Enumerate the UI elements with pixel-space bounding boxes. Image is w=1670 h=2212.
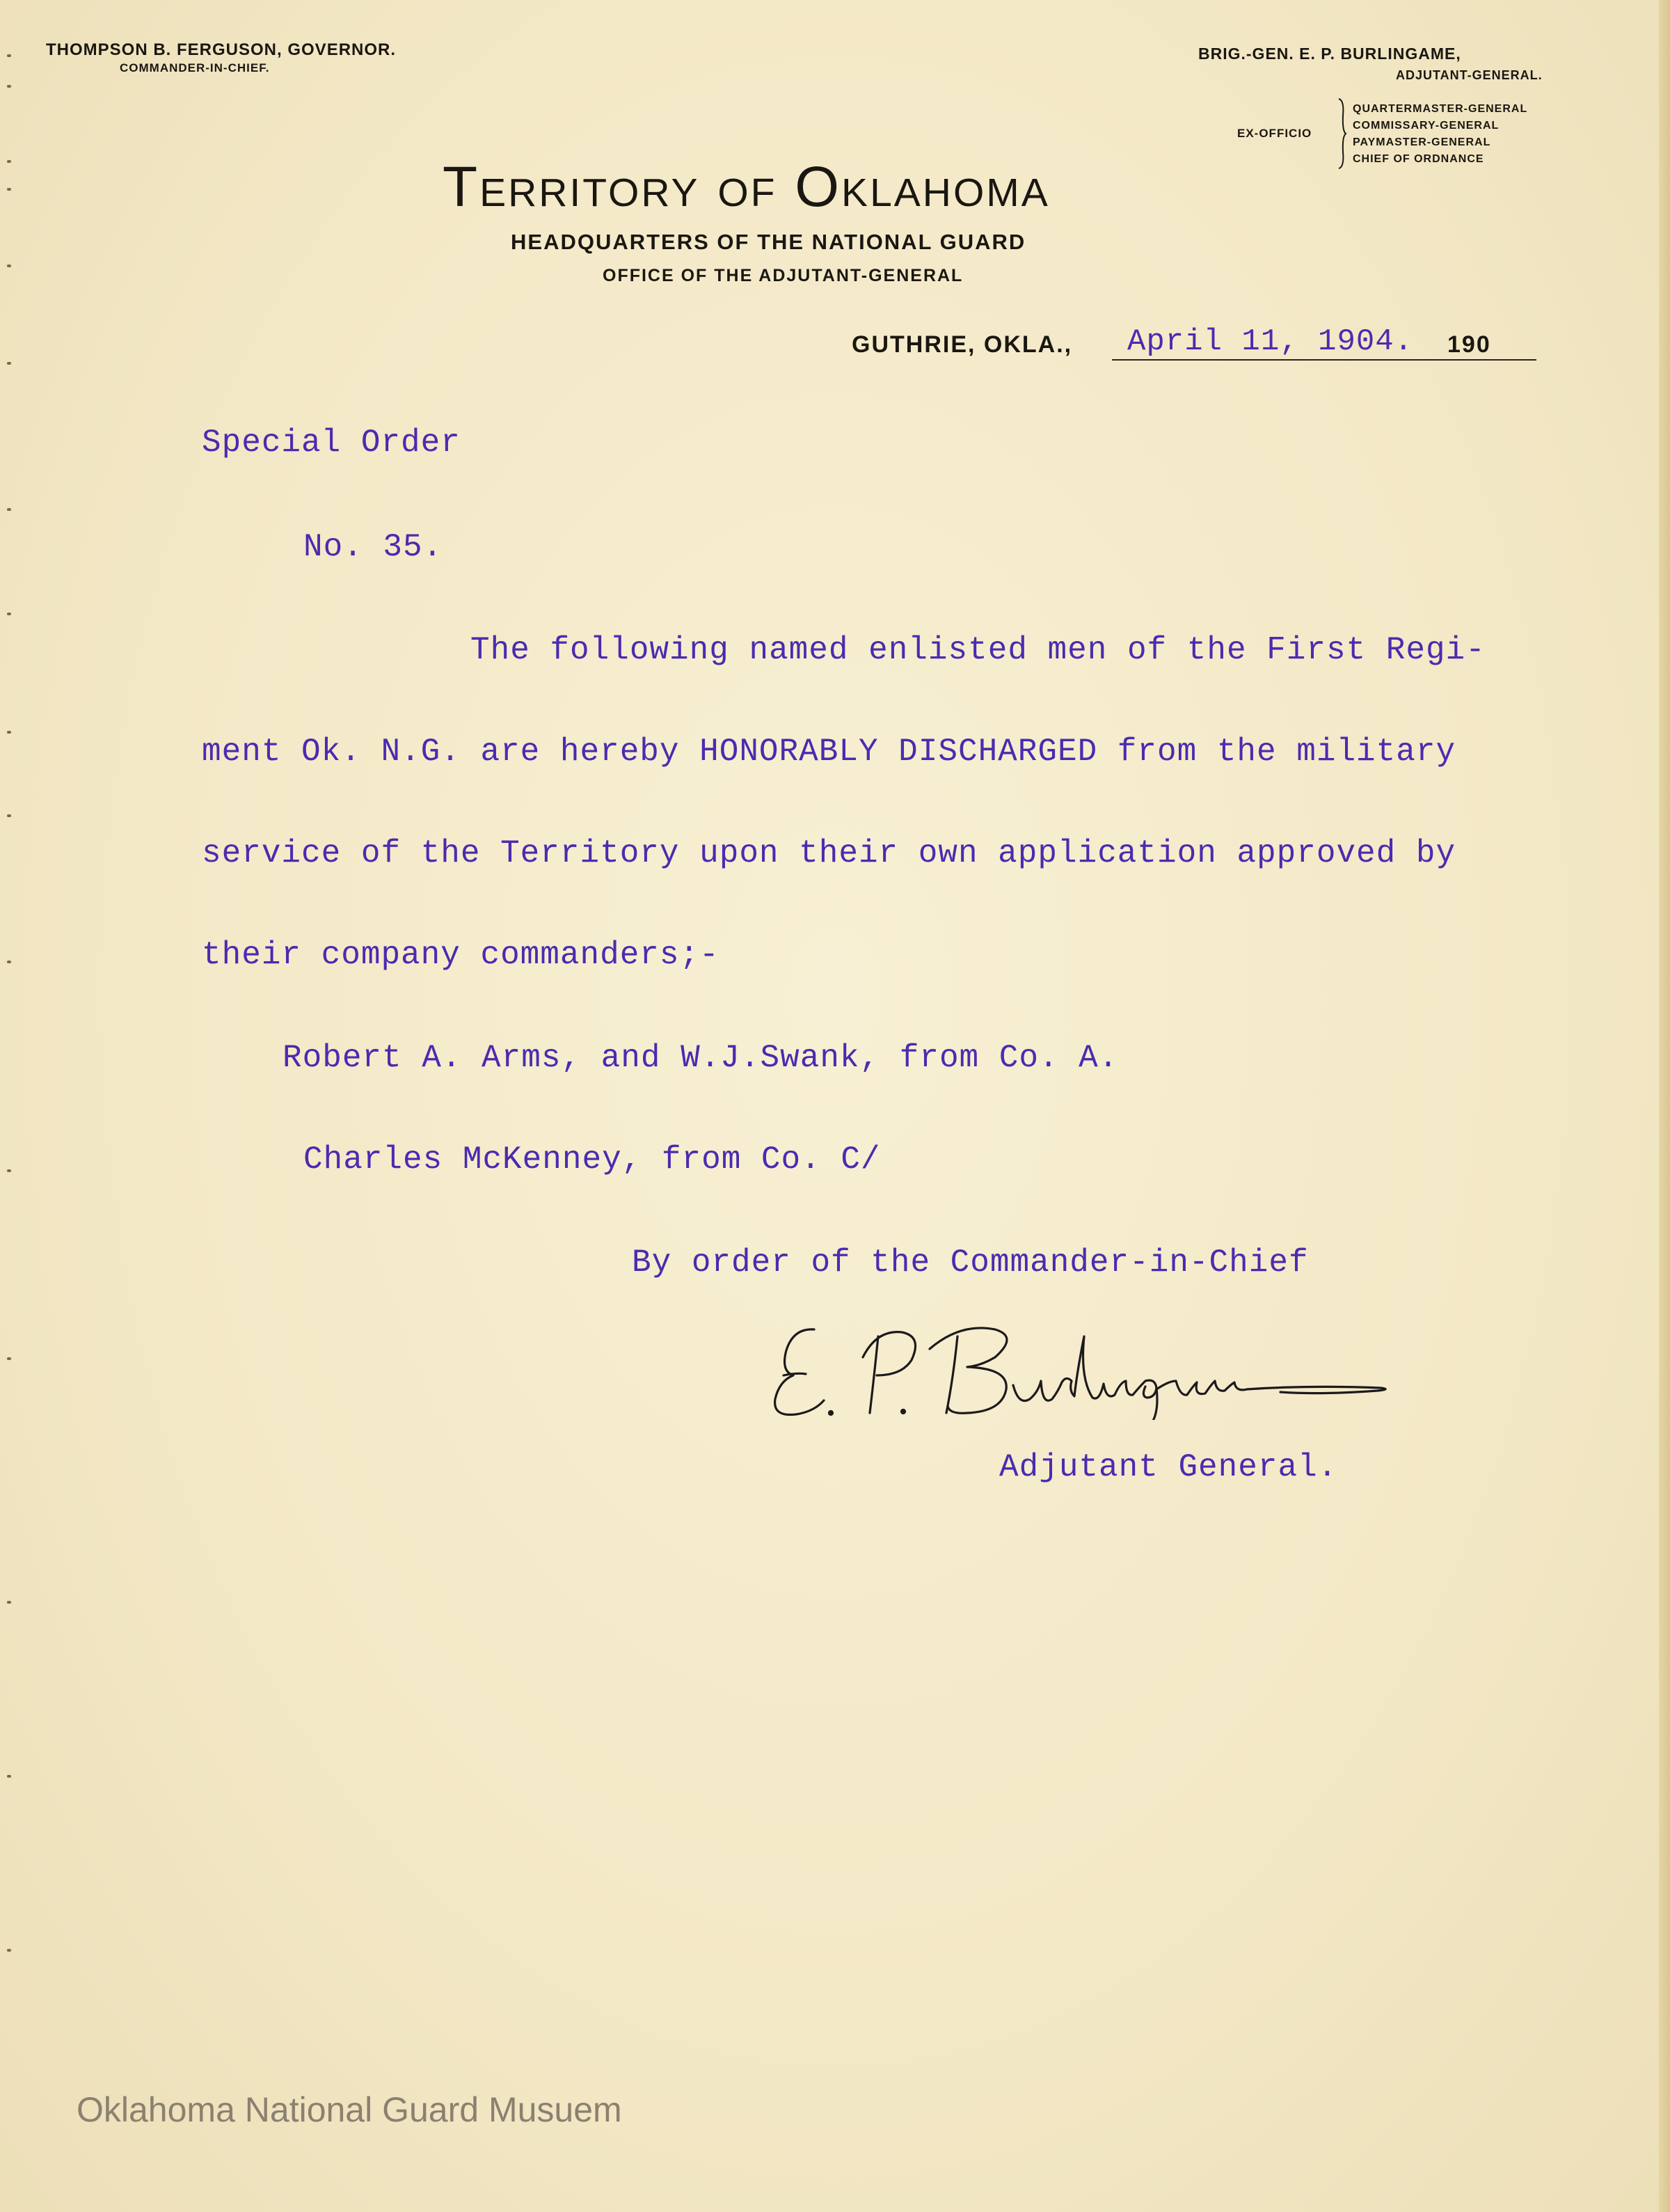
- binding-hole: [7, 160, 11, 163]
- discharged-entry: Charles McKenney, from Co. C/: [303, 1141, 881, 1178]
- binding-hole: [7, 188, 11, 191]
- body-line: their company commanders;-: [202, 937, 719, 973]
- signer-title: Adjutant General.: [999, 1449, 1338, 1485]
- body-line: The following named enlisted men of the First Regi-: [470, 632, 1486, 668]
- binding-hole: [7, 264, 11, 267]
- ex-officio-role: QUARTERMASTER-GENERAL: [1353, 103, 1528, 115]
- binding-hole: [7, 961, 11, 963]
- ex-officio-role: PAYMASTER-GENERAL: [1353, 136, 1491, 148]
- brace-icon: [1337, 97, 1347, 170]
- binding-hole: [7, 1357, 11, 1360]
- binding-hole: [7, 362, 11, 365]
- letterhead-subtitle: HEADQUARTERS OF THE NATIONAL GUARD: [511, 230, 1026, 254]
- ex-officio-label: EX-OFFICIO: [1237, 127, 1312, 140]
- ex-officio-role: CHIEF OF ORDNANCE: [1353, 153, 1484, 165]
- binding-hole: [7, 1169, 11, 1172]
- letterhead-office: OFFICE OF THE ADJUTANT-GENERAL: [603, 266, 964, 285]
- order-heading: Special Order: [202, 425, 461, 461]
- binding-hole: [7, 814, 11, 817]
- body-line: service of the Territory upon their own application approved by: [202, 835, 1456, 871]
- body-line: ment Ok. N.G. are hereby HONORABLY DISCHARGED from the military: [202, 734, 1456, 770]
- page-edge: [1659, 0, 1670, 2212]
- binding-hole: [7, 613, 11, 615]
- order-date: April 11, 1904.: [1127, 324, 1414, 359]
- adjutant-general-line: BRIG.-GEN. E. P. BURLINGAME,: [1198, 45, 1461, 63]
- commander-in-chief-line: COMMANDER-IN-CHIEF.: [120, 61, 270, 74]
- binding-hole: [7, 1949, 11, 1952]
- museum-watermark: Oklahoma National Guard Musuem: [77, 2090, 622, 2129]
- binding-hole: [7, 1601, 11, 1604]
- signature: [765, 1309, 1406, 1420]
- adjutant-title-line: ADJUTANT-GENERAL.: [1396, 68, 1543, 82]
- discharged-entry: Robert A. Arms, and W.J.Swank, from Co. A.: [283, 1040, 1119, 1076]
- ex-officio-role: COMMISSARY-GENERAL: [1353, 120, 1500, 132]
- letterhead-title: Territory of Oklahoma: [443, 155, 1050, 219]
- governor-line: THOMPSON B. FERGUSON, GOVERNOR.: [46, 40, 397, 59]
- binding-hole: [7, 85, 11, 88]
- binding-hole: [7, 54, 11, 57]
- order-number: No. 35.: [303, 529, 443, 565]
- place-label: GUTHRIE, OKLA.,: [852, 331, 1073, 358]
- date-underline: [1112, 359, 1536, 361]
- binding-hole: [7, 1775, 11, 1778]
- by-order-line: By order of the Commander-in-Chief: [632, 1245, 1309, 1281]
- binding-hole: [7, 508, 11, 511]
- binding-hole: [7, 731, 11, 734]
- year-prefix: 190: [1447, 331, 1491, 358]
